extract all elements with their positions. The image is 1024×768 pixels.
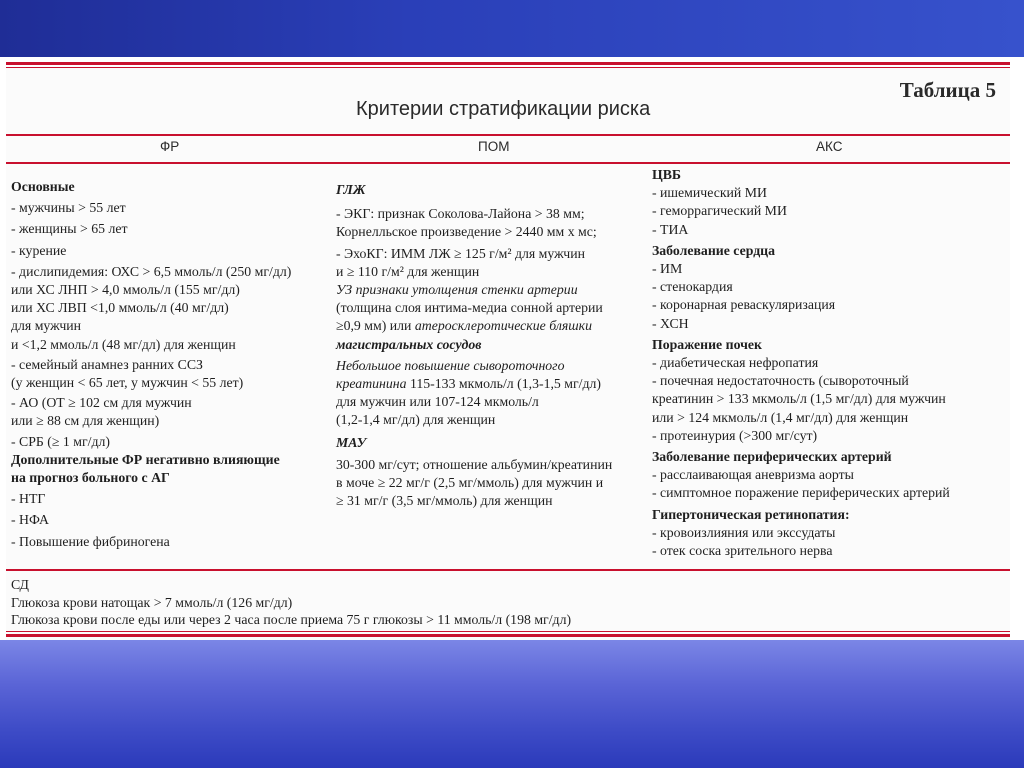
pom-creatinine-heading: Небольшое повышение сывороточного xyxy=(336,357,565,373)
column-header-rule xyxy=(6,162,1010,164)
list-item: - протеинурия (>300 мг/сут) xyxy=(652,427,818,443)
fr-additional-heading-line2: на прогноз больного с АГ xyxy=(11,470,170,486)
list-item: - симптомное поражение периферических артерий xyxy=(652,485,950,501)
list-item: - почечная недостаточность (сывороточный xyxy=(652,373,909,389)
list-item: - расслаивающая аневризма аорты xyxy=(652,467,854,483)
top-rule xyxy=(6,62,1010,65)
column-header-pom: ПОМ xyxy=(478,139,510,154)
bottom-rule-thin xyxy=(6,631,1010,632)
pom-text-italic: атеросклеротические бляшки xyxy=(414,318,593,334)
list-item: - курение xyxy=(11,242,67,258)
pom-text-italic: креатинина xyxy=(336,376,407,392)
pom-column xyxy=(336,181,612,510)
pom-ultrasound-heading: УЗ признаки утолщения стенки артерии xyxy=(336,282,578,298)
list-item: для мужчин или 107-124 мкмоль/л xyxy=(336,394,539,410)
fr-column xyxy=(11,178,291,551)
list-item: - ЭКГ: признак Соколова-Лайона > 38 мм; xyxy=(336,206,585,222)
list-item: - АО (ОТ ≥ 102 см для мужчин xyxy=(11,395,192,411)
list-item: или ≥ 88 см для женщин) xyxy=(11,413,160,429)
diabetes-rule xyxy=(6,569,1010,571)
list-item: - отек соска зрительного нерва xyxy=(652,543,833,559)
list-item: - кровоизлияния или экссудаты xyxy=(652,524,836,540)
list-item: - геморрагический МИ xyxy=(652,203,787,219)
list-item: и <1,2 ммоль/л (48 мг/дл) для женщин xyxy=(11,336,236,352)
aks-heading-peripheral: Заболевание периферических артерий xyxy=(652,449,892,465)
pom-heading-lvh: ГЛЖ xyxy=(336,182,366,197)
list-item: (у женщин < 65 лет, у мужчин < 55 лет) xyxy=(11,375,244,391)
list-item: - ИМ xyxy=(652,261,683,277)
list-item: - Повышение фибриногена xyxy=(11,533,170,549)
list-item: - коронарная реваскуляризация xyxy=(652,297,836,313)
list-item: или > 124 мкмоль/л (1,4 мг/дл) для женщин xyxy=(652,409,909,425)
list-item: - стенокардия xyxy=(652,279,733,295)
header-rule xyxy=(6,134,1010,136)
fr-main-heading: Основные xyxy=(11,179,75,194)
list-item xyxy=(336,375,612,393)
diabetes-postprandial: Глюкоза крови после еды или через 2 часа после приема 75 г глюкозы > 11 ммоль/л (198 мг/дл) xyxy=(11,612,572,627)
list-item: для мужчин xyxy=(11,318,82,334)
diabetes-label: СД xyxy=(11,577,29,592)
diabetes-fasting: Глюкоза крови натощак > 7 ммоль/л (126 мг/дл) xyxy=(11,594,293,610)
list-item: (толщина слоя интима-медиа сонной артерии xyxy=(336,300,603,316)
top-color-band xyxy=(0,0,1024,57)
list-item: - диабетическая нефропатия xyxy=(652,355,819,371)
aks-heading-cvd: ЦВБ xyxy=(652,167,682,182)
aks-heading-heart: Заболевание сердца xyxy=(652,242,776,258)
list-item: или ХС ЛНП > 4,0 ммоль/л (155 мг/дл) xyxy=(11,282,240,298)
fr-additional-heading: Дополнительные ФР негативно влияющие xyxy=(11,451,280,467)
pom-vessels-heading: магистральных сосудов xyxy=(336,336,482,352)
list-item: - ЭхоКГ: ИММ ЛЖ ≥ 125 г/м² для мужчин xyxy=(336,245,586,261)
list-item: или ХС ЛВП <1,0 ммоль/л (40 мг/дл) xyxy=(11,300,229,316)
list-item: 30-300 мг/сут; отношение альбумин/креатинин xyxy=(336,456,613,472)
pom-text: 115-133 мкмоль/л (1,3-1,5 мг/дл) xyxy=(406,376,601,392)
list-item: Корнелльское произведение > 2440 мм х мс; xyxy=(336,224,597,240)
list-item xyxy=(336,317,612,335)
list-item: в моче ≥ 22 мг/г (2,5 мг/ммоль) для мужчин и xyxy=(336,475,604,491)
aks-column xyxy=(652,166,950,560)
bottom-rule xyxy=(6,634,1010,637)
aks-heading-retinopathy: Гипертоническая ретинопатия: xyxy=(652,506,850,522)
table-title: Критерии стратификации риска xyxy=(356,98,651,120)
table-number: Таблица 5 xyxy=(899,78,996,102)
bottom-color-band xyxy=(0,640,1024,768)
list-item: - семейный анамнез ранних ССЗ xyxy=(11,356,203,372)
pom-text: ≥0,9 мм) или xyxy=(336,318,415,334)
list-item: - НТГ xyxy=(11,491,46,507)
column-header-aks: АКС xyxy=(816,139,843,154)
list-item: - НФА xyxy=(11,512,50,528)
list-item: (1,2-1,4 мг/дл) для женщин xyxy=(336,412,496,428)
list-item: креатинин > 133 мкмоль/л (1,5 мг/дл) для мужчин xyxy=(652,391,946,407)
list-item: - ишемический МИ xyxy=(652,185,767,201)
aks-heading-kidney: Поражение почек xyxy=(652,336,762,352)
list-item: ≥ 31 мг/г (3,5 мг/ммоль) для женщин xyxy=(336,493,553,509)
list-item: - женщины > 65 лет xyxy=(11,221,128,237)
risk-table-document xyxy=(6,68,1010,640)
diabetes-row xyxy=(11,576,571,629)
pom-heading-mau: МАУ xyxy=(336,434,367,450)
list-item: - мужчины > 55 лет xyxy=(11,200,126,216)
list-item: - дислипидемия: ОХС > 6,5 ммоль/л (250 мг/дл) xyxy=(11,263,292,279)
list-item: - ХСН xyxy=(652,315,689,331)
list-item: и ≥ 110 г/м² для женщин xyxy=(336,263,480,279)
list-item: - СРБ (≥ 1 мг/дл) xyxy=(11,433,110,449)
list-item: - ТИА xyxy=(652,221,689,237)
column-header-fr: ФР xyxy=(160,139,180,154)
